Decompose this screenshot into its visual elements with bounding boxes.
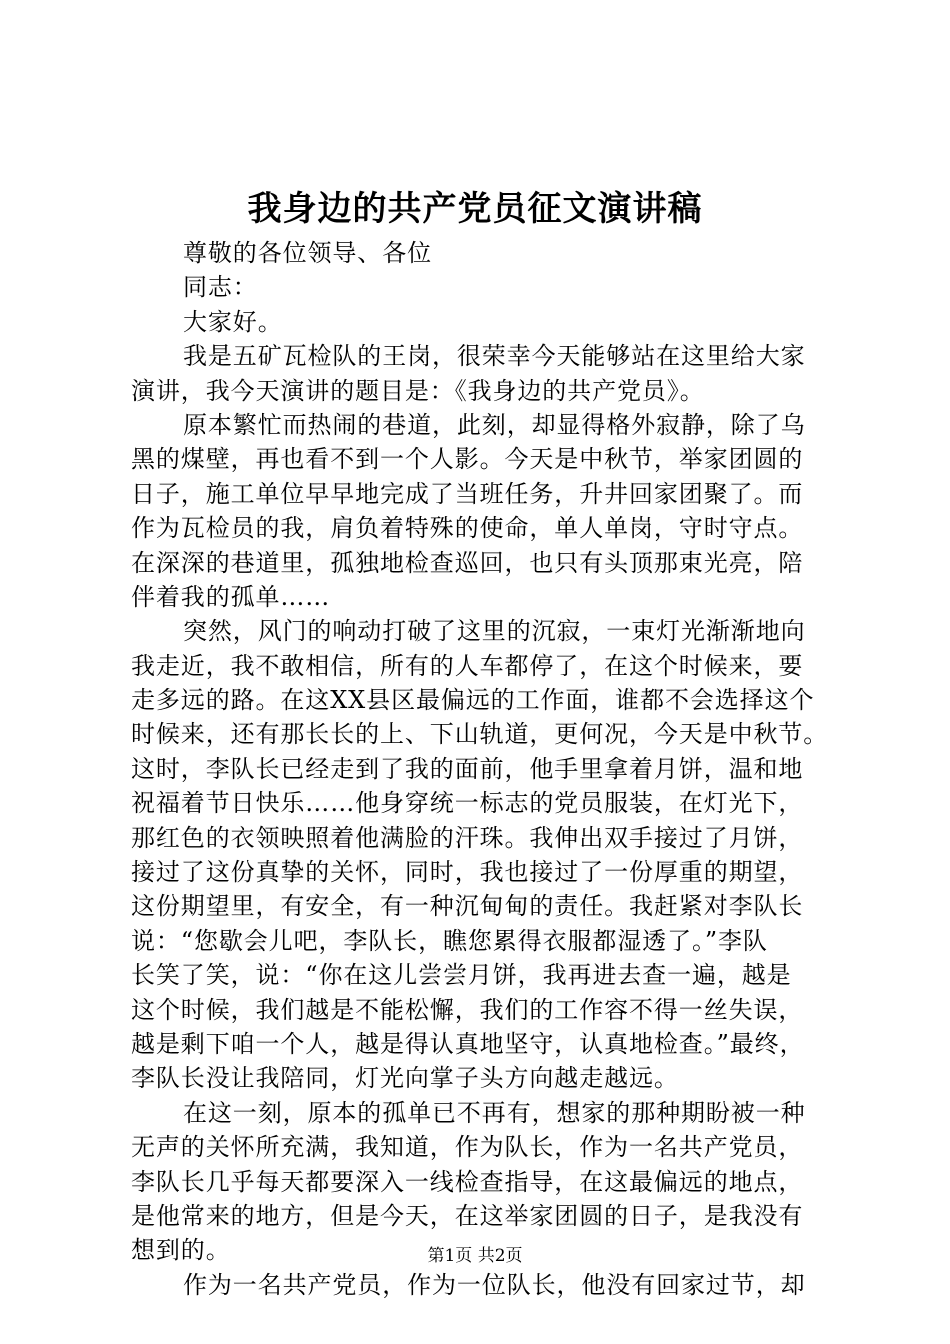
- text-line: 原本繁忙而热闹的巷道，此刻，却显得格外寂静，除了乌: [183, 410, 806, 439]
- text-line: 作为瓦检员的我，肩负着特殊的使命，单人单岗，守时守点。: [131, 514, 804, 543]
- text-line: 走多远的路。在这XX县区最偏远的工作面，谁都不会选择这个: [131, 686, 815, 715]
- text-line: 李队长几乎每天都要深入一线检查指导，在这最偏远的地点，: [131, 1167, 804, 1196]
- text-line: 这个时候，我们越是不能松懈，我们的工作容不得一丝失误，: [131, 995, 804, 1024]
- document-body: [131, 236, 831, 1302]
- text-line: 黑的煤壁，再也看不到一个人影。今天是中秋节，举家团圆的: [131, 445, 804, 474]
- text-line: 演讲，我今天演讲的题目是：《我身边的共产党员》。: [131, 376, 705, 405]
- text-line: 突然，风门的响动打破了这里的沉寂，一束灯光渐渐地向: [183, 617, 806, 646]
- text-line: 在深深的巷道里，孤独地检查巡回，也只有头顶那束光亮，陪: [131, 548, 804, 577]
- text-line: 作为一名共产党员，作为一位队长，他没有回家过节，却: [183, 1270, 806, 1299]
- text-line: 说：“您歇会儿吧，李队长，瞧您累得衣服都湿透了。”李队: [131, 926, 768, 955]
- text-line: 大家好。: [183, 307, 283, 336]
- text-line: 我是五矿瓦检队的王岗，很荣幸今天能够站在这里给大家: [183, 342, 806, 371]
- document-title: 我身边的共产党员征文演讲稿: [247, 189, 703, 229]
- text-line: 这时，李队长已经走到了我的面前，他手里拿着月饼，温和地: [131, 754, 804, 783]
- text-line: 越是剩下咱一个人，越是得认真地坚守，认真地检查。”最终，: [131, 1029, 805, 1058]
- text-line: 李队长没让我陪同，灯光向掌子头方向越走越远。: [131, 1064, 679, 1093]
- page-footer: 第1页 共2页: [427, 1246, 523, 1266]
- text-line: 我走近，我不敢相信，所有的人车都停了，在这个时候来，要: [131, 651, 804, 680]
- text-line: 在这一刻，原本的孤单已不再有，想家的那种期盼被一种: [183, 1098, 806, 1127]
- text-line: 那红色的衣领映照着他满脸的汗珠。我伸出双手接过了月饼，: [131, 823, 804, 852]
- text-line: 长笑了笑，说：“你在这儿尝尝月饼，我再进去查一遍，越是: [131, 961, 792, 990]
- text-line: 接过了这份真挚的关怀，同时，我也接过了一份厚重的期望，: [131, 858, 804, 887]
- text-line: 伴着我的孤单……: [131, 582, 331, 611]
- text-line: 尊敬的各位领导、各位: [183, 239, 432, 267]
- text-line: 无声的关怀所充满，我知道，作为队长，作为一名共产党员，: [131, 1133, 804, 1162]
- text-line: 祝福着节日快乐……他身穿统一标志的党员服装，在灯光下，: [131, 789, 804, 818]
- text-line: 时候来，还有那长长的上、下山轨道，更何况，今天是中秋节。: [131, 720, 829, 749]
- text-line: 是他常来的地方，但是今天，在这举家团圆的日子，是我没有: [131, 1201, 804, 1230]
- text-line: 这份期望里，有安全，有一种沉甸甸的责任。我赶紧对李队长: [131, 892, 804, 921]
- text-line: 同志：: [183, 273, 258, 302]
- text-line: 日子，施工单位早早地完成了当班任务，升井回家团聚了。而: [131, 479, 804, 508]
- text-line: 想到的。: [131, 1236, 231, 1265]
